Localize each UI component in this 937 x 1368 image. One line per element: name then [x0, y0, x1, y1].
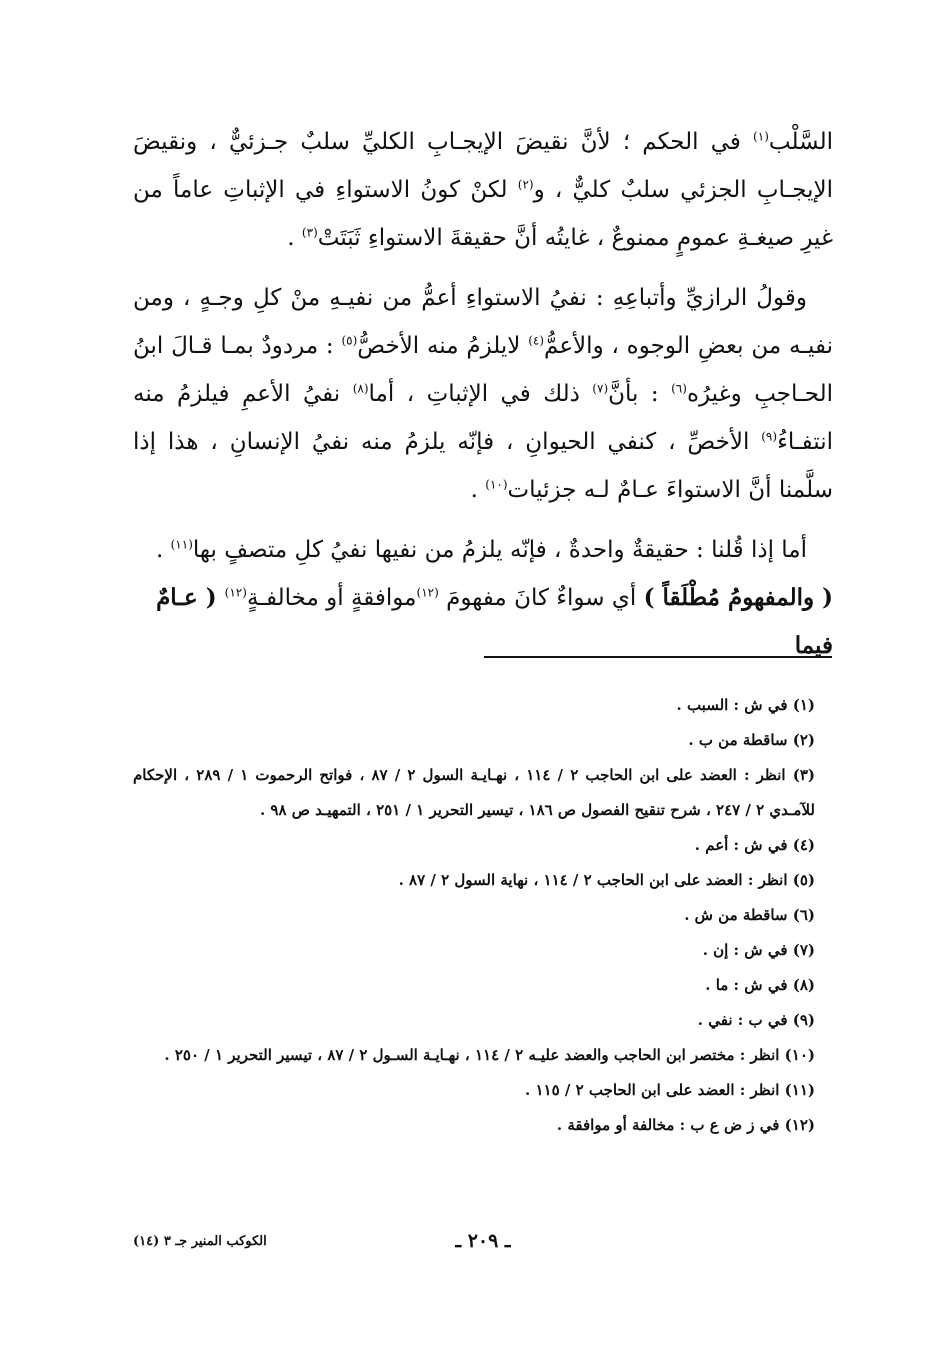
text-run: لايلزمُ منه الأخصُّ — [357, 333, 529, 359]
text-run: نفيُ الأعمِ فيلزمُ منه انتفـاءُ — [133, 381, 833, 455]
footnote-5: (٥) انظر : العضد على ابن الحاجب ٢ / ١١٤ ، نهاية السول ٢ / ٨٧ . — [398, 871, 815, 889]
footnote-6: (٦) ساقطة من ش . — [684, 906, 815, 924]
main-text — [133, 118, 833, 670]
footnote-marker-12a: (١٢) — [416, 585, 439, 600]
text-run: ذلك في الإثباتِ ، أما — [368, 381, 593, 407]
matn-bold-text: ( والمفهومُ مُطْلَقاً ) — [643, 584, 833, 611]
text-run: . — [470, 477, 486, 503]
footnotes — [133, 688, 833, 1143]
text-run: السَّلْب — [768, 129, 833, 155]
footnote-marker-11: (١١) — [170, 537, 193, 552]
text-run: لكنْ كونُ الاستواءِ في الإثباتِ عاماً من غيرِ صيغـةِ عمومٍ ممنوعٌ ، غايتُه أنَّ حقيقةَ الاستواءِ ثَبَتَتْ — [133, 177, 833, 251]
footnote-1: (١) في ش : السبب . — [676, 696, 815, 714]
footnote-9: (٩) في ب : نفي . — [697, 1011, 815, 1029]
text-run: أي سواءٌ كانَ مفهومَ — [438, 585, 644, 611]
text-run: في الحكم ؛ لأنَّ نقيضَ الإيجـابِ الكليِّ سلبٌ جـزئيٌّ ، ونقيضَ الإيجـابِ الجزئي سلبٌ كليٌّ ، و — [133, 129, 833, 203]
paragraph-2 — [133, 274, 833, 514]
footnote-2: (٢) ساقطة من ب . — [688, 731, 815, 749]
footnote-marker-1: (١) — [753, 129, 769, 144]
footnote-marker-10: (١٠) — [485, 477, 508, 492]
footnote-3: (٣) انظر : العضد على ابن الحاجب ٢ / ١١٤ ، نهـايـة السول ٢ / ٨٧ ، فواتح الرحموت ١ / ٢٨٩ ، الإحكام للآمـدي ٢ / ٢٤٧ ، شرح تنقيح الفصول ص ١٨٦ ، تيسير التحرير ١ / ٢٥١ ، التمهيـد ص ٩٨ . — [133, 766, 815, 819]
footnote-marker-9: (٩) — [761, 429, 778, 444]
footnote-separator — [484, 656, 832, 658]
footnote-marker-3: (٣) — [301, 225, 318, 240]
page-number: ـ ٢٠٩ ـ — [455, 1230, 511, 1252]
matn-bold-text: ( عـامٌ فيما — [156, 584, 833, 659]
footnote-4: (٤) في ش : أعم . — [694, 836, 815, 854]
page-footer — [133, 1226, 833, 1256]
footnote-12: (١٢) في ز ض ع ب : مخالفة أو موافقة . — [556, 1116, 815, 1134]
text-run: . — [155, 537, 171, 563]
paragraph-3 — [133, 526, 833, 574]
paragraph-1 — [133, 118, 833, 262]
text-run: : مردودٌ بمـا قـالَ ابنُ الحـاجبِ وغيرُه — [133, 333, 834, 407]
running-title: الكوكب المنير جـ ٣ (١٤) — [133, 1234, 267, 1249]
footnote-marker-12b: (١٢) — [224, 585, 247, 600]
footnote-8: (٨) في ش : ما . — [705, 976, 815, 994]
footnote-marker-6: (٦) — [671, 381, 687, 396]
text-run: الأخصِّ ، كنفي الحيوانِ ، فإنّه يلزمُ منه نفيُ الإنسانِ ، هذا إذا سلَّمنا أنَّ الاستواءَ عـامٌ لـه جزئيات — [133, 429, 833, 503]
footnote-marker-5: (٥) — [341, 333, 358, 348]
footnote-10: (١٠) انظر : مختصر ابن الحاجب والعضد عليـه ٢ / ١١٤ ، نهـايـة السـول ٢ / ٨٧ ، تيسير التحرير ١ / ٢٥٠ . — [164, 1046, 815, 1064]
text-run: أما إذا قُلنا : حقيقةٌ واحدةٌ ، فإنّه يلزمُ من نفيها نفيُ كلِ متصفٍ بها — [192, 537, 807, 563]
footnote-marker-7: (٧) — [592, 381, 609, 396]
footnote-11: (١١) انظر : العضد على ابن الحاجب ٢ / ١١٥ . — [525, 1081, 815, 1099]
footnote-7: (٧) في ش : إن . — [702, 941, 815, 959]
footnote-marker-4: (٤) — [528, 333, 545, 348]
text-run: : بأنَّ — [608, 381, 672, 407]
footnote-marker-2: (٢) — [517, 177, 534, 192]
text-run: وقولُ الرازيِّ وأتباعِهِ : نفيُ الاستواءِ أعمُّ من نفيـهِ منْ كلِ وجـهٍ ، ومن نفيـه من بعضِ الوجوه ، والأعمُّ — [133, 285, 833, 359]
text-run: . — [287, 225, 302, 251]
text-run: موافقةٍ أو مخالفـةٍ — [246, 585, 417, 611]
footnote-marker-8: (٨) — [352, 381, 369, 396]
